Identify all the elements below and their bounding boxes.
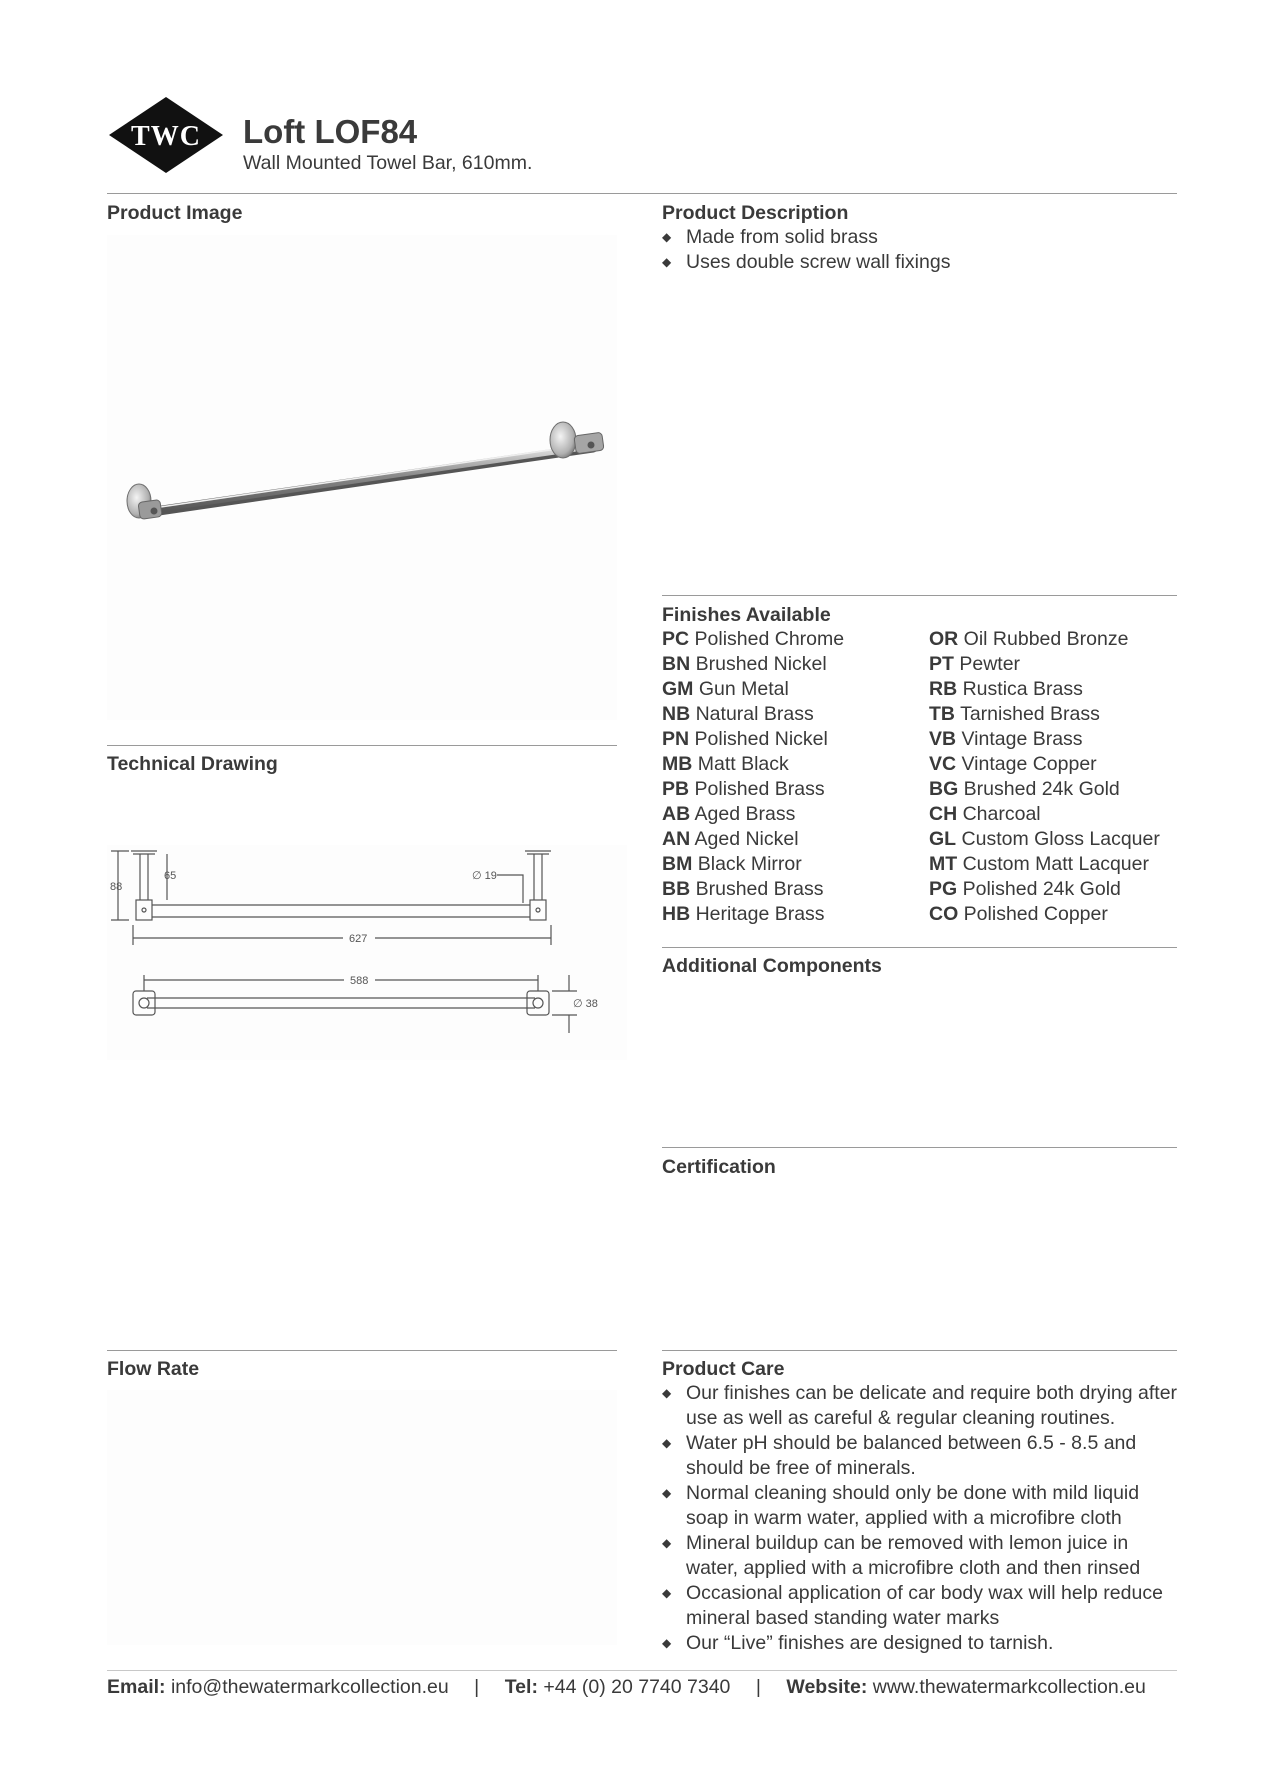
header-divider [107, 193, 1177, 194]
tel-label: Tel: [504, 1676, 538, 1698]
product-image [107, 235, 617, 720]
finish-item: CO Polished Copper [929, 903, 1108, 925]
email-link[interactable]: info@thewatermarkcollection.eu [170, 1676, 449, 1698]
care-list [662, 1381, 1182, 1656]
product-subtitle: Wall Mounted Towel Bar, 610mm. [243, 152, 533, 174]
description-list [662, 225, 1177, 275]
product-care-heading: Product Care [662, 1358, 785, 1380]
dim-19: ∅ 19 [472, 870, 497, 882]
additional-components-heading: Additional Components [662, 955, 882, 977]
description-item: ◆ Uses double screw wall fixings [662, 250, 1177, 275]
brand-logo-text: TWC [131, 121, 201, 152]
certification-heading: Certification [662, 1156, 776, 1178]
finish-item: OR Oil Rubbed Bronze [929, 628, 1129, 650]
description-item: ◆ Made from solid brass [662, 225, 1177, 250]
care-item: ◆ Our “Live” finishes are designed to tarnish. [662, 1631, 1182, 1656]
finishes-heading: Finishes Available [662, 604, 831, 626]
dim-65: 65 [164, 870, 177, 882]
care-item: ◆ Mineral buildup can be removed with lemon juice in water, applied with a microfibre cloth and then rinsed [662, 1531, 1182, 1581]
footer-divider [107, 1670, 1177, 1671]
product-title: Loft LOF84 [243, 113, 418, 150]
finish-item: BN Brushed Nickel [662, 653, 827, 675]
website-label: Website: [786, 1676, 868, 1698]
finish-item: GM Gun Metal [662, 678, 789, 700]
finish-item: BM Black Mirror [662, 853, 802, 875]
care-item: ◆ Normal cleaning should only be done with mild liquid soap in warm water, applied with a microfibre cloth [662, 1481, 1182, 1531]
finish-item: PG Polished 24k Gold [929, 878, 1121, 900]
finishes-right-column [929, 627, 1179, 927]
finish-item: PT Pewter [929, 653, 1021, 675]
finish-item: BB Brushed Brass [662, 878, 824, 900]
right-divider-4 [662, 1350, 1177, 1351]
care-item: ◆ Occasional application of car body wax will help reduce mineral based standing water marks [662, 1581, 1182, 1631]
finish-item: GL Custom Gloss Lacquer [929, 828, 1160, 850]
left-divider-1 [107, 745, 617, 746]
dim-588: 588 [350, 975, 369, 987]
finish-item: VC Vintage Copper [929, 753, 1097, 775]
dim-38: ∅ 38 [573, 998, 598, 1010]
technical-drawing-heading: Technical Drawing [107, 753, 278, 775]
brand-logo [107, 95, 225, 175]
towel-bar-illustration [127, 422, 604, 519]
flow-rate-area [107, 1390, 617, 1645]
dim-627: 627 [349, 933, 368, 945]
finish-item: BG Brushed 24k Gold [929, 778, 1120, 800]
right-divider-1 [662, 595, 1177, 596]
email-label: Email: [107, 1676, 166, 1698]
finish-item: AN Aged Nickel [662, 828, 799, 850]
right-divider-2 [662, 947, 1177, 948]
tel-link[interactable]: +44 (0) 20 7740 7340 [543, 1676, 731, 1698]
product-image-heading: Product Image [107, 202, 243, 224]
dim-88: 88 [110, 881, 123, 893]
left-divider-2 [107, 1350, 617, 1351]
finish-item: CH Charcoal [929, 803, 1041, 825]
website-link[interactable]: www.thewatermarkcollection.eu [872, 1676, 1146, 1698]
finish-item: NB Natural Brass [662, 703, 814, 725]
flow-rate-heading: Flow Rate [107, 1358, 200, 1380]
finishes-left-column [662, 627, 922, 927]
finish-item: PC Polished Chrome [662, 628, 845, 650]
finish-item: MT Custom Matt Lacquer [929, 853, 1149, 875]
finish-item: PB Polished Brass [662, 778, 825, 800]
finish-item: MB Matt Black [662, 753, 789, 775]
footer [107, 1676, 1177, 1699]
care-item: ◆ Water pH should be balanced between 6.5 - 8.5 and should be free of minerals. [662, 1431, 1182, 1481]
care-item: ◆ Our finishes can be delicate and require both drying after use as well as careful & regular cleaning routines. [662, 1381, 1182, 1431]
finish-item: RB Rustica Brass [929, 678, 1083, 700]
right-divider-3 [662, 1147, 1177, 1148]
finish-item: AB Aged Brass [662, 803, 796, 825]
footer-separator: | [474, 1676, 480, 1698]
footer-separator: | [755, 1676, 761, 1698]
finish-item: HB Heritage Brass [662, 903, 825, 925]
finish-item: PN Polished Nickel [662, 728, 828, 750]
finish-item: VB Vintage Brass [929, 728, 1083, 750]
technical-drawing [107, 845, 627, 1060]
finish-item: TB Tarnished Brass [929, 703, 1100, 725]
product-description-heading: Product Description [662, 202, 849, 224]
